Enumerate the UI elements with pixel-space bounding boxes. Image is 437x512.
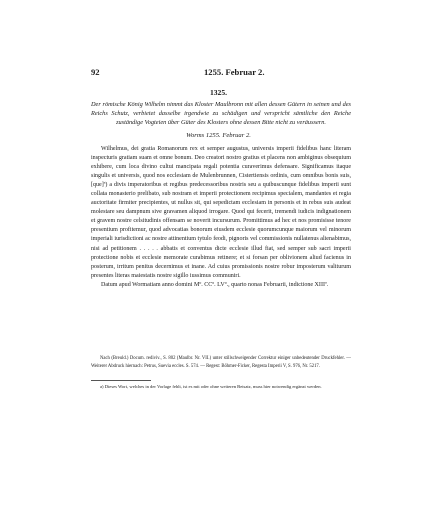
regest-summary: Der römische König Wilhelm nimmt das Kloster Maulbronn mit allen dessen Gütern in seinen und des Reichs Schutz, verbietet dasselbe irgendwie zu schädigen und verspricht sämtliche den Reiche zuständige Vogteien über Güter des Klosters ohne dessen Bitte nicht zu veräussern. xyxy=(91,101,351,127)
document-number: 1325. xyxy=(209,88,228,97)
footnote-divider xyxy=(91,380,151,381)
page-number: 92 xyxy=(91,67,100,77)
footnote-text: a) Dieses Wort, welches in der Vorlage fehlt, ist es mit oder ohne weiteren Beisatz, muss hier notwendig ergänzt werden. xyxy=(100,384,322,389)
place-and-date: Worms 1255. Februar 2. xyxy=(186,132,251,139)
running-header xyxy=(91,67,351,79)
footnote xyxy=(91,383,351,390)
charter-text xyxy=(91,145,351,290)
charter-paragraph: Wilhelmus, dei gratia Romanorum rex et semper augustus, universis imperii fidelibus hanc literam inspecturis gratiam suam et omne bonum. Deo creatori nostro gratius et placens non ambiginus obsequium exhibere, cum loca divino cultui mancipata regali potentia curaverimus defensare. Significamus itaque singulis et universis, quod nos ecclesiam de Mulenbrunnen, Cistertiensis ordinis, cum omnibus bonis suis, [que]ª) a divis imperatoribus et regibus predecessoribus nostris seu a quibuscunque fidelibus imperii sunt collata monasterio prelibato, sub nostram et imperii protectionem recipimus specialem, mandantes et regia auctoritate firmiter precipientes, ut nullus sit, qui sepedictam ecclesiam in personis et in rebus suis audeat molestare seu dampnum sive gravamen aliquod irrogare. Quod qui fecerit, tremendi iudicis indignationem et gravem nostre celsitudinis offensam se noverit incursurum. Promittimus ad hec et nos promisisse tenore presentium profitemur, quod advocatias bonorum eiusdem ecclesie quorumcunque maiorum vel minorum imperiali iurisdictioni ac nostre attinentium tytulo feodi, pignoris vel commissionis nullatenus alienabimus, nisi ad petitionem . . . . . abbatis et conventus dicte ecclesie illud fiat, sed semper sub sacri imperii protectione nobis et ecclesie memorate curabimus retinere; et si forsan per oblivionem aliud facienus in posterum, irritum penitus decernimus et inane. Ad cuius promissionis nostre robur imposterum valiturum presentes literas maiestatis nostre sigillo iussimus communiri. xyxy=(91,146,351,279)
charter-dating-clause: Datum apud Wormatiam anno domini Mº. CCº. LVº., quarto nonas Februarii, indictione XIIIª. xyxy=(101,281,329,288)
source-note xyxy=(91,355,351,370)
header-date: 1255. Februar 2. xyxy=(204,67,265,77)
source-note-text: Nach (Breuld.) Docum. rediviv., S. 802 (Maulbr. Nr. VII.) unter stillschweigender Correktur einiger unbedeutender Druckfehler. — Weiterer Abdruck hiernach: Petrus, Suevia eccles. S. 574. — Regest: Böhmer-Ficker, Regesta Imperii V, S. 976, Nr. 5217. xyxy=(91,356,351,369)
